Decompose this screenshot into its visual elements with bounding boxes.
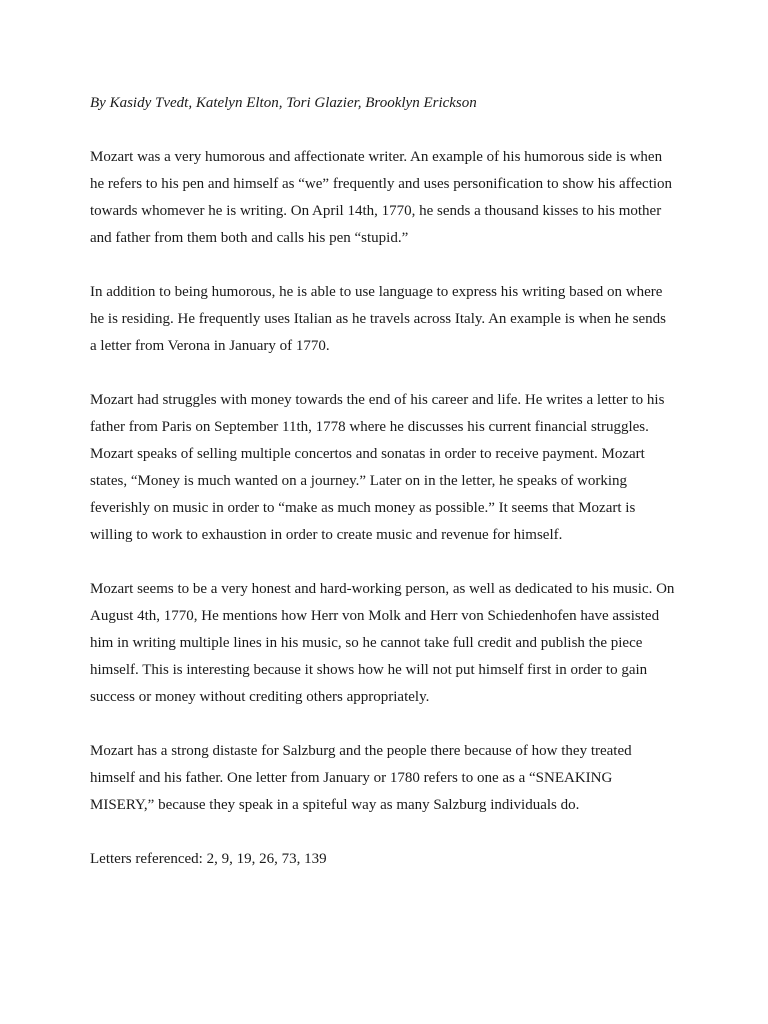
text-line: him in writing multiple lines in his music, so he cannot take full credit and publish the piece (90, 635, 643, 651)
text-line: Mozart had struggles with money towards the end of his career and life. He writes a letter to his (90, 392, 665, 408)
text-line: Mozart speaks of selling multiple concertos and sonatas in order to receive payment. Mozart (90, 446, 645, 462)
text-line: father from Paris on September 11th, 1778 where he discusses his current financial struggles. (90, 419, 649, 435)
document-body (90, 90, 690, 873)
text-line: Mozart seems to be a very honest and hard-working person, as well as dedicated to his music. On (90, 581, 675, 597)
paragraph-language (90, 279, 690, 360)
text-line: Mozart was a very humorous and affectionate writer. An example of his humorous side is when (90, 149, 663, 165)
text-line: himself and his father. One letter from January or 1780 refers to one as a “SNEAKING (90, 770, 613, 786)
text-line: he is residing. He frequently uses Italian as he travels across Italy. An example is when he sends (90, 311, 666, 327)
text-line: towards whomever he is writing. On April 14th, 1770, he sends a thousand kisses to his mother (90, 203, 662, 219)
paragraph-honesty (90, 576, 690, 711)
paragraph-salzburg (90, 738, 690, 819)
letters-referenced: Letters referenced: 2, 9, 19, 26, 73, 139 (90, 851, 327, 867)
text-line: and father from them both and calls his pen “stupid.” (90, 230, 409, 246)
text-line: willing to work to exhaustion in order to create music and revenue for himself. (90, 527, 563, 543)
author-byline: By Kasidy Tvedt, Katelyn Elton, Tori Glazier, Brooklyn Erickson (90, 95, 477, 111)
paragraph-humor (90, 144, 690, 252)
text-line: a letter from Verona in January of 1770. (90, 338, 330, 354)
text-line: Mozart has a strong distaste for Salzburg and the people there because of how they treated (90, 743, 632, 759)
text-line: himself. This is interesting because it shows how he will not put himself first in order to gain (90, 662, 648, 678)
paragraph-money (90, 387, 690, 549)
text-line: states, “Money is much wanted on a journey.” Later on in the letter, he speaks of working (90, 473, 628, 489)
text-line: August 4th, 1770, He mentions how Herr von Molk and Herr von Schiedenhofen have assisted (90, 608, 660, 624)
text-line: feverishly on music in order to “make as much money as possible.” It seems that Mozart is (90, 500, 636, 516)
text-line: success or money without crediting others appropriately. (90, 689, 430, 705)
text-line: MISERY,” because they speak in a spiteful way as many Salzburg individuals do. (90, 797, 580, 813)
text-line: In addition to being humorous, he is able to use language to express his writing based on where (90, 284, 663, 300)
text-line: he refers to his pen and himself as “we” frequently and uses personification to show his affection (90, 176, 673, 192)
